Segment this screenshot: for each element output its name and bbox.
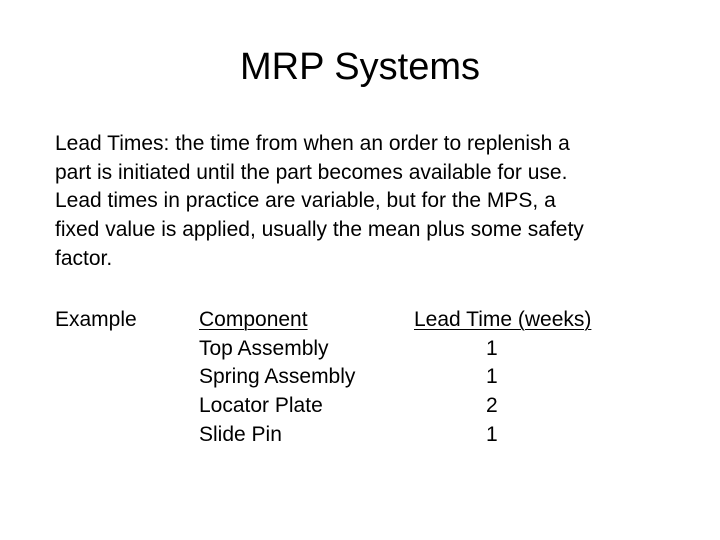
component-cell: Slide Pin (199, 422, 282, 446)
lead-time-cell: 2 (486, 394, 498, 418)
component-cell: Top Assembly (199, 336, 329, 360)
definition-line: Lead times in practice are variable, but for the MPS, a (55, 189, 556, 213)
definition-paragraph (55, 130, 675, 274)
lead-time-cell: 1 (486, 365, 498, 389)
lead-time-column (414, 306, 620, 449)
definition-line: Lead Times: the time from when an order to replenish a (55, 132, 570, 155)
component-header: Component (199, 308, 308, 331)
definition-line: fixed value is applied, usually the mean plus some safety (55, 218, 584, 242)
component-cell: Spring Assembly (199, 365, 356, 389)
slide-title: MRP Systems (239, 46, 480, 88)
component-cell: Locator Plate (199, 394, 323, 418)
lead-time-header: Lead Time (weeks) (414, 308, 592, 331)
definition-line: part is initiated until the part becomes available for use. (55, 160, 568, 184)
example-label: Example (55, 308, 137, 331)
component-column (199, 306, 355, 449)
lead-time-cell: 1 (486, 336, 498, 360)
definition-line: factor. (55, 246, 113, 270)
lead-time-cell: 1 (486, 422, 498, 446)
